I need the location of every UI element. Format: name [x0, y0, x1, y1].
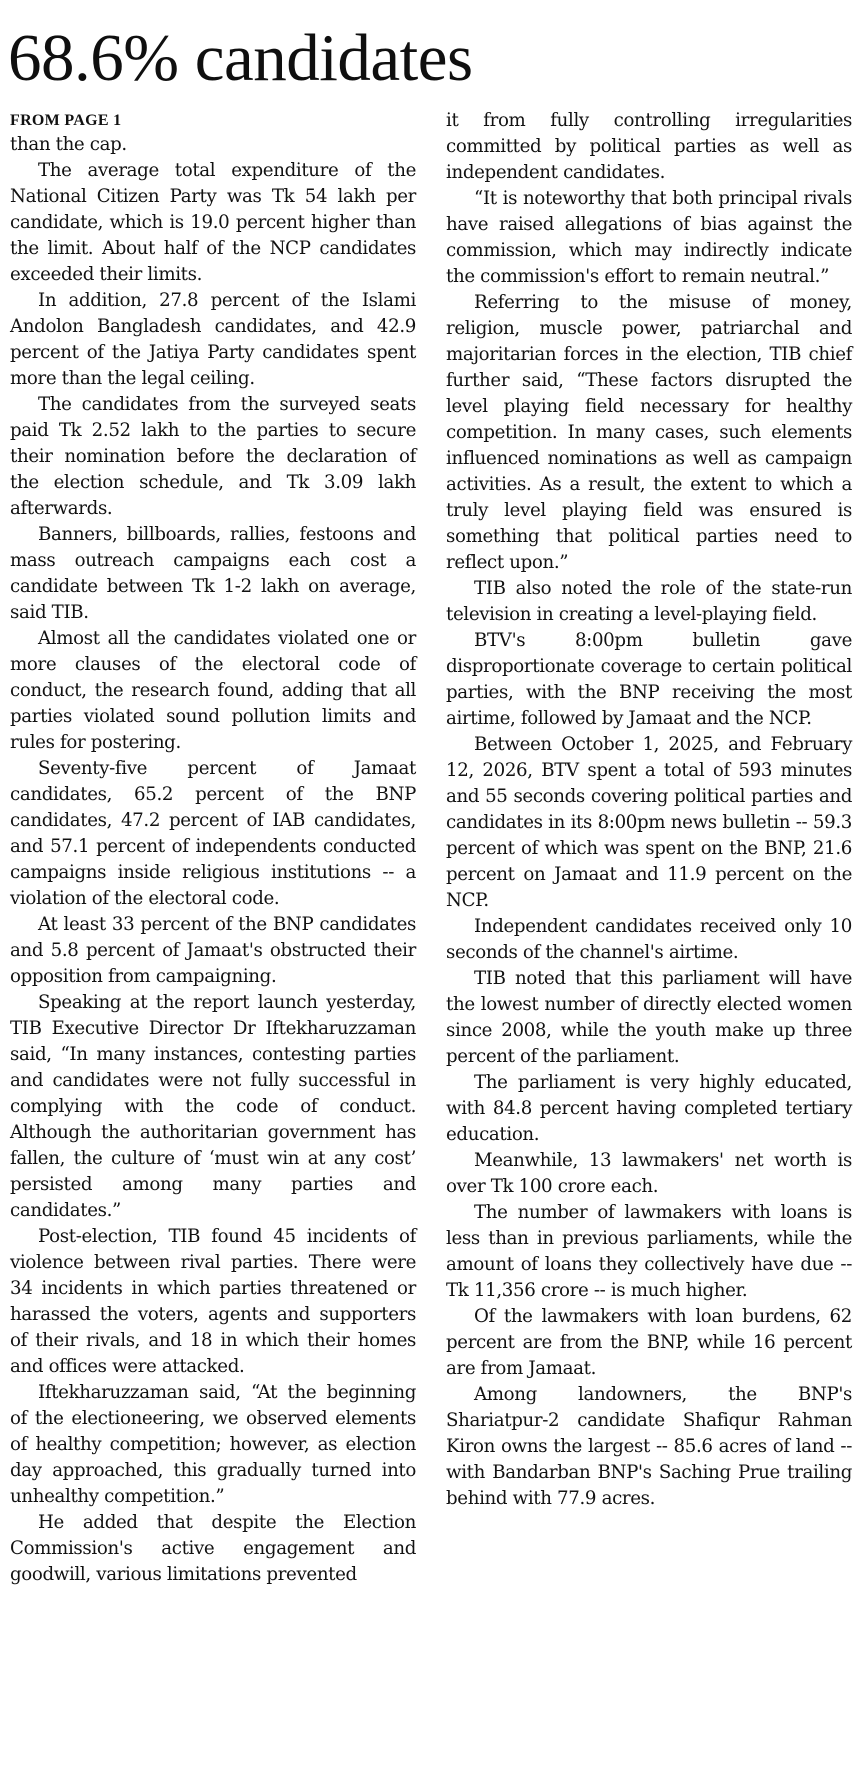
paragraph: BTV's 8:00pm bulletin gave disproportionate coverage to certain political parties, with the BNP receiving the most airtime, followed by Jamaat and the NCP. [446, 630, 852, 729]
paragraph: Referring to the misuse of money, religion, muscle power, patriarchal and majoritarian forces in the election, TIB chief further said, “These factors disrupted the level playing field necessary for healthy competition. In many cases, such elements influenced nominations as well as campaign activities. As a result, the extent to which a truly level playing field was ensured is something that political parties need to reflect upon.” [446, 292, 852, 573]
paragraph: Of the lawmakers with loan burdens, 62 percent are from the BNP, while 16 percent are from Jamaat. [446, 1306, 852, 1379]
paragraph: Iftekharuzzaman said, “At the beginning of the electioneering, we observed elements of healthy competition; however, as election day approached, this gradually turned into unhealthy competition.” [10, 1382, 416, 1507]
paragraph: Independent candidates received only 10 seconds of the channel's airtime. [446, 916, 852, 963]
paragraph: Among landowners, the BNP's Shariatpur-2 candidate Shafiqur Rahman Kiron owns the largest -- 85.6 acres of land -- with Bandarban BNP's Saching Prue trailing behind with 77.9 acres. [446, 1384, 852, 1509]
right-column [446, 108, 852, 1512]
jump-line: FROM PAGE 1 [10, 112, 122, 129]
paragraph: TIB also noted the role of the state-run television in creating a level-playing field. [446, 578, 852, 625]
paragraph: Speaking at the report launch yesterday, TIB Executive Director Dr Iftekharuzzaman said, “In many instances, contesting parties and candidates were not fully successful in complying with the code of conduct. Although the authoritarian government has fallen, the culture of ‘must win at any cost’ persisted among many parties and candidates.” [10, 992, 416, 1221]
paragraph: He added that despite the Election Commission's active engagement and goodwill, various limitations prevented [10, 1512, 416, 1585]
paragraph: In addition, 27.8 percent of the Islami Andolon Bangladesh candidates, and 42.9 percent of the Jatiya Party candidates spent more than the legal ceiling. [10, 290, 416, 389]
paragraph: Seventy-five percent of Jamaat candidates, 65.2 percent of the BNP candidates, 47.2 percent of IAB candidates, and 57.1 percent of independents conducted campaigns inside religious institutions -- a violation of the electoral code. [10, 758, 416, 909]
paragraph: Between October 1, 2025, and February 12, 2026, BTV spent a total of 593 minutes and 55 seconds covering political parties and candidates in its 8:00pm news bulletin -- 59.3 percent of which was spent on the BNP, 21.6 percent on Jamaat and 11.9 percent on the NCP. [446, 734, 852, 911]
paragraph: Banners, billboards, rallies, festoons and mass outreach campaigns each cost a candidate between Tk 1-2 lakh on average, said TIB. [10, 524, 416, 623]
paragraph: it from fully controlling irregularities committed by political parties as well as independent candidates. [446, 110, 852, 183]
paragraph: TIB noted that this parliament will have the lowest number of directly elected women since 2008, while the youth make up three percent of the parliament. [446, 968, 852, 1067]
paragraph: Almost all the candidates violated one or more clauses of the electoral code of conduct, the research found, adding that all parties violated sound pollution limits and rules for postering. [10, 628, 416, 753]
paragraph: The average total expenditure of the National Citizen Party was Tk 54 lakh per candidate, which is 19.0 percent higher than the limit. About half of the NCP candidates exceeded their limits. [10, 160, 416, 285]
paragraph: than the cap. [10, 134, 127, 155]
headline: 68.6% candidates [8, 21, 473, 95]
paragraph: Post-election, TIB found 45 incidents of violence between rival parties. There were 34 incidents in which parties threatened or harassed the voters, agents and supporters of their rivals, and 18 in which their homes and offices were attacked. [10, 1226, 416, 1377]
paragraph: At least 33 percent of the BNP candidates and 5.8 percent of Jamaat's obstructed their opposition from campaigning. [10, 914, 416, 987]
paragraph: The parliament is very highly educated, with 84.8 percent having completed tertiary education. [446, 1072, 852, 1145]
paragraph: The number of lawmakers with loans is less than in previous parliaments, while the amount of loans they collectively have due -- Tk 11,356 crore -- is much higher. [446, 1202, 852, 1301]
paragraph: Meanwhile, 13 lawmakers' net worth is over Tk 100 crore each. [446, 1150, 852, 1197]
left-column [10, 110, 416, 1588]
paragraph: The candidates from the surveyed seats paid Tk 2.52 lakh to the parties to secure their nomination before the declaration of the election schedule, and Tk 3.09 lakh afterwards. [10, 394, 416, 519]
paragraph: “It is noteworthy that both principal rivals have raised allegations of bias against the commission, which may indirectly indicate the commission's effort to remain neutral.” [446, 188, 852, 287]
